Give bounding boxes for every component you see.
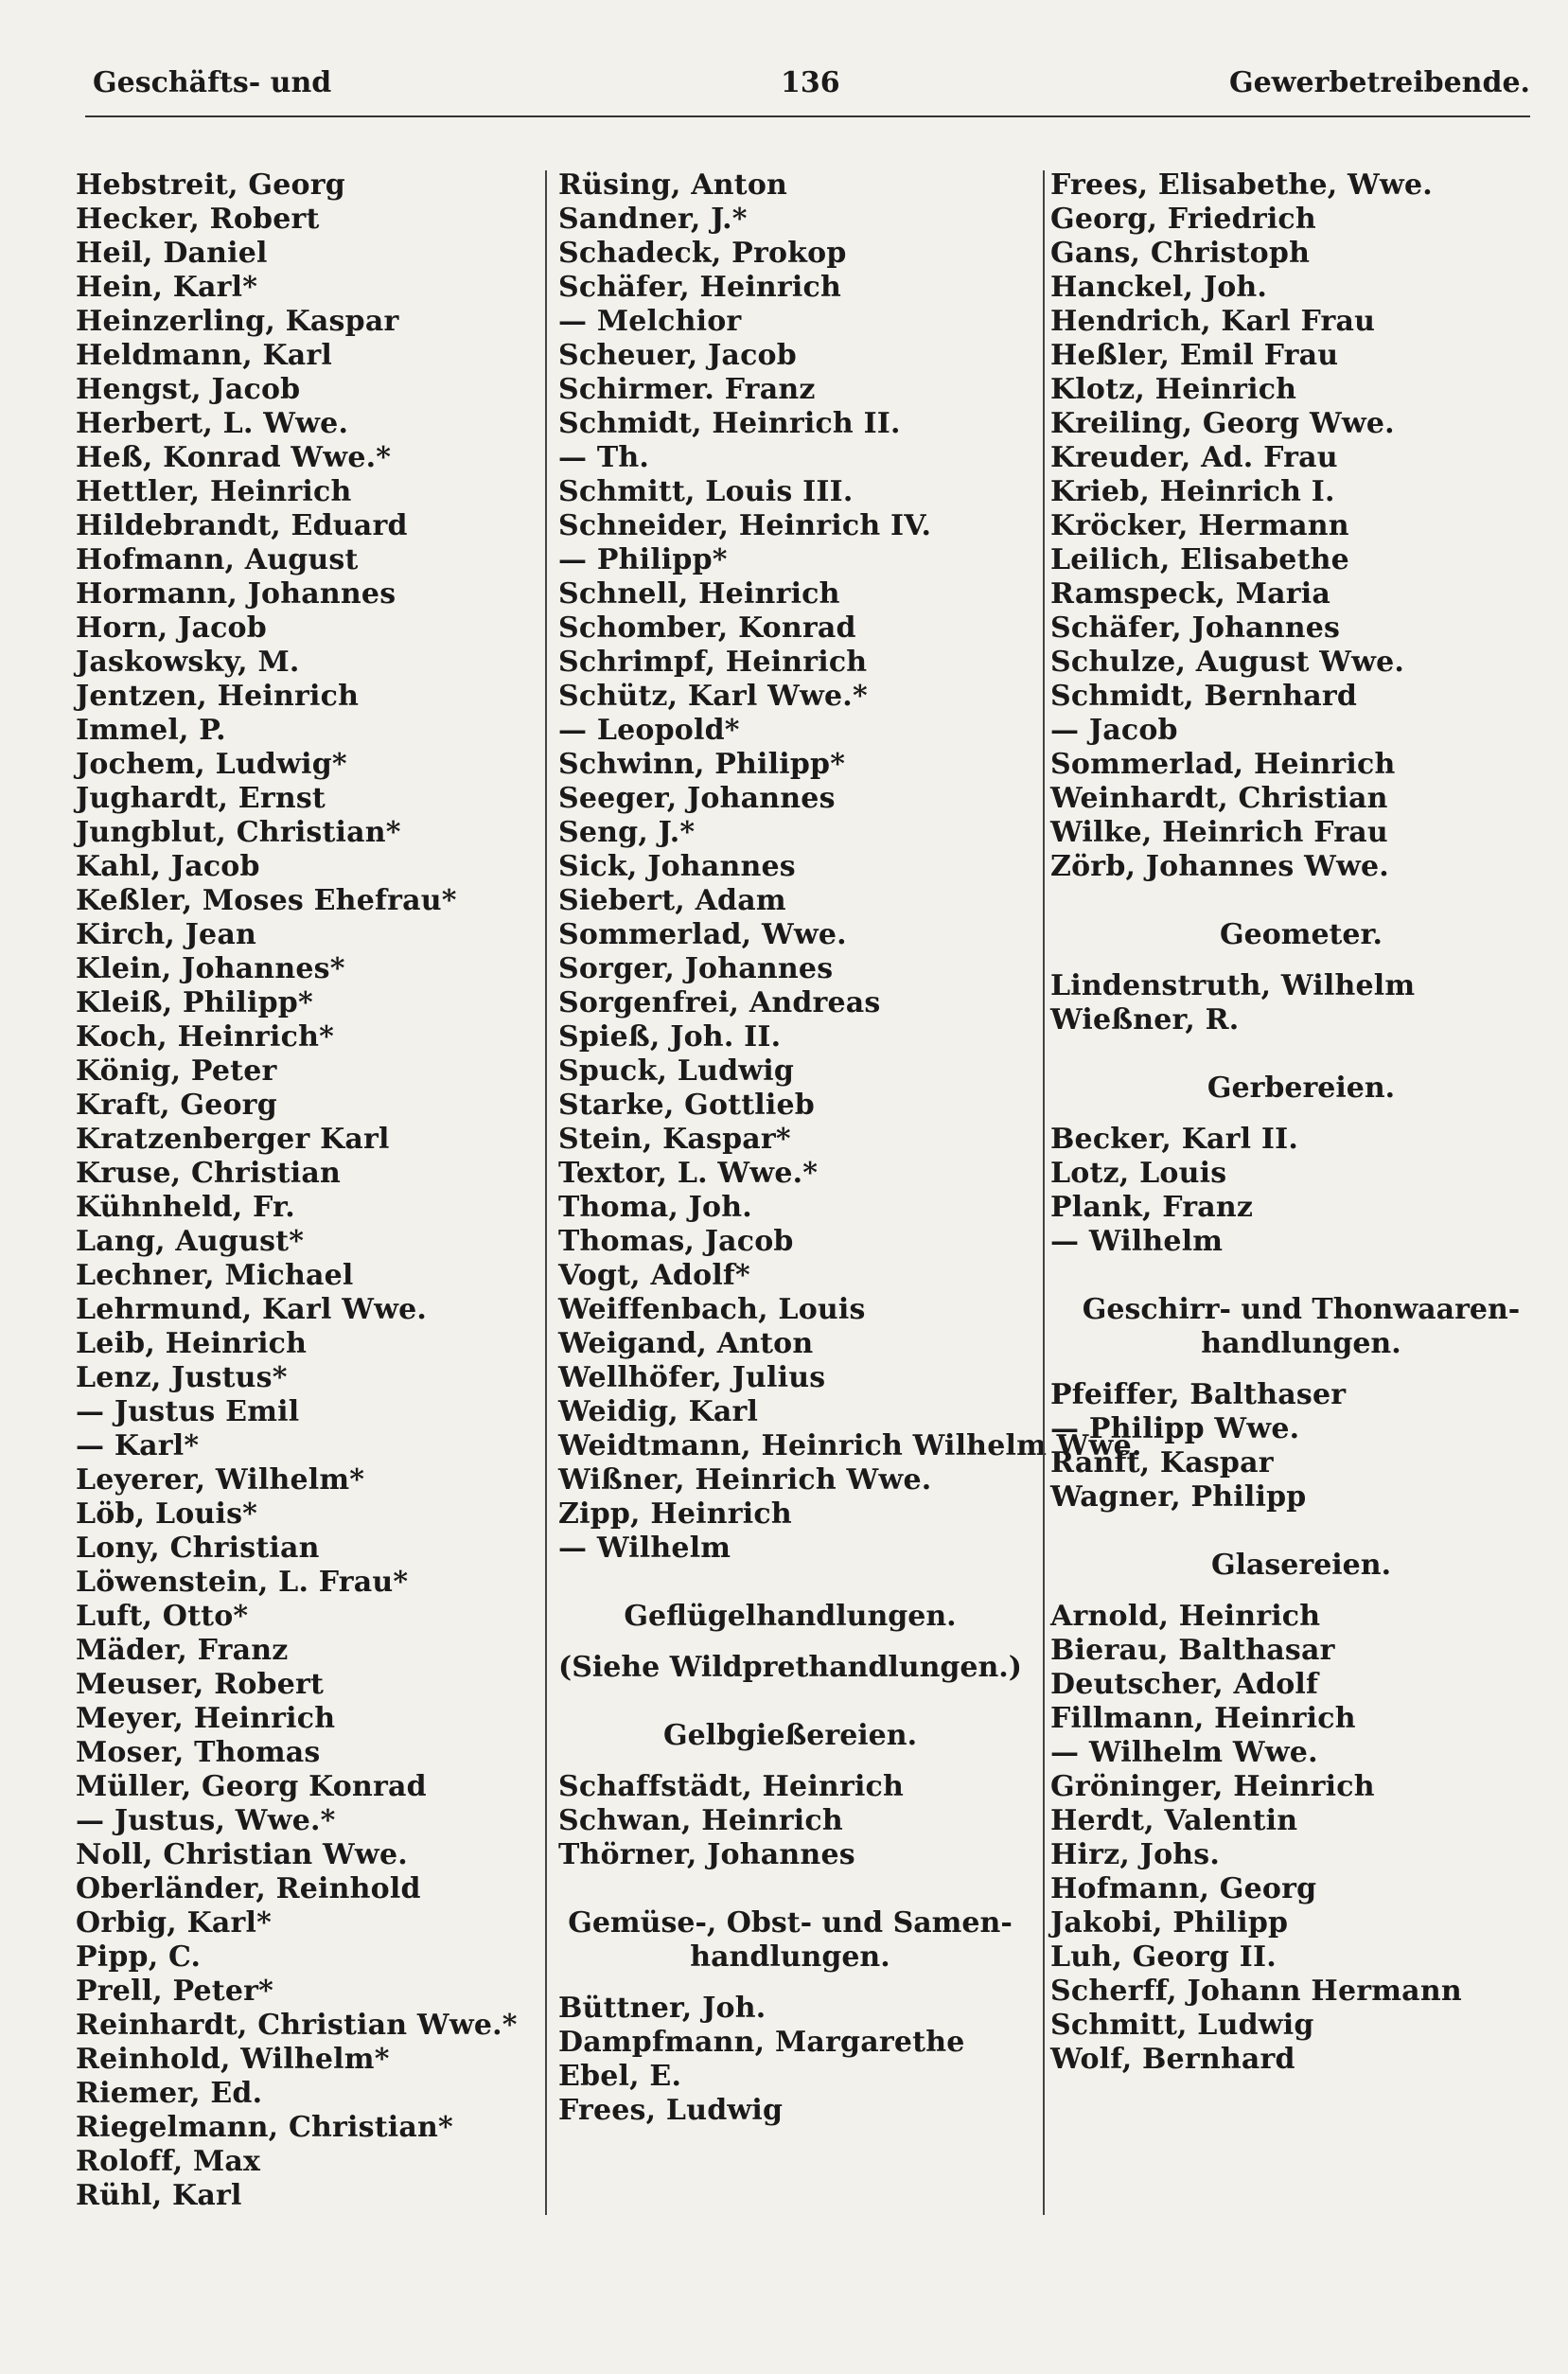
- list-item: — Wilhelm: [1050, 1225, 1224, 1258]
- list-item: Fillmann, Heinrich: [1050, 1702, 1356, 1735]
- list-item: König, Peter: [76, 1054, 277, 1088]
- list-item: Heldmann, Karl: [76, 339, 333, 372]
- list-item: Schomber, Konrad: [558, 611, 856, 645]
- list-item: Noll, Christian Wwe.: [76, 1838, 408, 1871]
- list-item: Frees, Ludwig: [558, 2094, 784, 2127]
- list-item: Leib, Heinrich: [76, 1327, 308, 1360]
- list-item: Kreiling, Georg Wwe.: [1050, 407, 1395, 440]
- list-item: Lindenstruth, Wilhelm: [1050, 969, 1416, 1002]
- list-item: Wagner, Philipp: [1050, 1480, 1307, 1514]
- section-heading: Geschirr- und Thonwaaren-: [1082, 1293, 1521, 1326]
- list-item: Sorgenfrei, Andreas: [558, 986, 881, 1019]
- list-item: Wießner, R.: [1050, 1003, 1240, 1036]
- list-item: Bierau, Balthasar: [1050, 1634, 1335, 1667]
- list-item: Moser, Thomas: [76, 1736, 321, 1769]
- section-heading-continued: handlungen.: [690, 1940, 890, 1974]
- list-item: — Leopold*: [558, 714, 740, 747]
- list-item: Pfeiffer, Balthaser: [1050, 1378, 1347, 1411]
- list-item: Siebert, Adam: [558, 884, 786, 917]
- list-item: Spieß, Joh. II.: [558, 1020, 782, 1054]
- list-item: — Melchior: [558, 305, 742, 338]
- list-item: Frees, Elisabethe, Wwe.: [1050, 168, 1433, 202]
- list-item: Weidig, Karl: [558, 1395, 759, 1428]
- list-item: Scherff, Johann Hermann: [1050, 1975, 1462, 2008]
- list-item: Pipp, C.: [76, 1940, 202, 1974]
- list-item: Leilich, Elisabethe: [1050, 543, 1349, 576]
- section-heading: Geflügelhandlungen.: [624, 1600, 957, 1633]
- list-item: Schwan, Heinrich: [558, 1804, 843, 1837]
- list-item: Sommerlad, Heinrich: [1050, 748, 1396, 781]
- list-item: Immel, P.: [76, 714, 226, 747]
- list-item: Herdt, Valentin: [1050, 1804, 1298, 1837]
- list-item: Klein, Johannes*: [76, 952, 345, 985]
- list-item: Oberländer, Reinhold: [76, 1872, 421, 1905]
- list-item: Schäfer, Heinrich: [558, 271, 842, 304]
- list-item: Schäfer, Johannes: [1050, 611, 1341, 645]
- list-item: Weigand, Anton: [558, 1327, 814, 1360]
- list-item: — Th.: [558, 441, 650, 474]
- list-item: Rüsing, Anton: [558, 168, 788, 202]
- section-heading: Geometer.: [1220, 918, 1383, 951]
- list-item: Heil, Daniel: [76, 237, 268, 270]
- list-item: Schnell, Heinrich: [558, 577, 840, 611]
- list-item: Seng, J.*: [558, 816, 696, 849]
- list-item: Gröninger, Heinrich: [1050, 1770, 1375, 1803]
- list-item: Seeger, Johannes: [558, 782, 836, 815]
- list-item: Becker, Karl II.: [1050, 1123, 1298, 1156]
- list-item: Jungblut, Christian*: [76, 816, 401, 849]
- list-item: Leyerer, Wilhelm*: [76, 1463, 365, 1497]
- list-item: Kraft, Georg: [76, 1089, 277, 1122]
- column-3: [1050, 168, 1552, 2077]
- list-item: Lang, August*: [76, 1225, 305, 1258]
- header-right: Gewerbetreibende.: [1228, 66, 1530, 99]
- list-item: Hengst, Jacob: [76, 373, 301, 406]
- list-item: — Karl*: [76, 1429, 200, 1462]
- list-item: Stein, Kaspar*: [558, 1123, 791, 1156]
- list-item: Schmitt, Ludwig: [1050, 2009, 1314, 2042]
- page-number: 136: [781, 66, 840, 99]
- list-item: Kleiß, Philipp*: [76, 986, 313, 1019]
- list-item: — Philipp*: [558, 543, 728, 576]
- list-item: Jakobi, Philipp: [1050, 1906, 1289, 1940]
- list-item: Schmidt, Bernhard: [1050, 680, 1358, 713]
- list-item: Kröcker, Hermann: [1050, 509, 1349, 542]
- list-item: Schrimpf, Heinrich: [558, 646, 868, 679]
- list-item: Reinhardt, Christian Wwe.*: [76, 2009, 518, 2042]
- list-item: Löb, Louis*: [76, 1497, 258, 1531]
- header-rule: [85, 115, 1530, 117]
- list-item: Schütz, Karl Wwe.*: [558, 680, 868, 713]
- list-item: Heinzerling, Kaspar: [76, 305, 399, 338]
- list-item: Herbert, L. Wwe.: [76, 407, 349, 440]
- list-item: Jentzen, Heinrich: [76, 680, 360, 713]
- list-item: Lotz, Louis: [1050, 1157, 1227, 1190]
- list-item: — Jacob: [1050, 714, 1178, 747]
- list-item: Wellhöfer, Julius: [558, 1361, 826, 1394]
- list-item: — Justus Emil: [76, 1395, 300, 1428]
- list-item: Orbig, Karl*: [76, 1906, 272, 1940]
- list-item: Zörb, Johannes Wwe.: [1050, 850, 1389, 883]
- list-item: Wißner, Heinrich Wwe.: [558, 1463, 932, 1497]
- list-item: Vogt, Adolf*: [558, 1259, 750, 1292]
- page-header: [66, 57, 1530, 114]
- list-item: Zipp, Heinrich: [558, 1497, 792, 1531]
- list-item: Meuser, Robert: [76, 1668, 325, 1701]
- list-item: Plank, Franz: [1050, 1191, 1254, 1224]
- list-item: Gans, Christoph: [1050, 237, 1311, 270]
- list-item: Riemer, Ed.: [76, 2077, 263, 2110]
- header-left: Geschäfts- und: [93, 66, 332, 99]
- list-item: — Philipp Wwe.: [1050, 1412, 1300, 1445]
- list-item: Luft, Otto*: [76, 1600, 249, 1633]
- section-heading: Gerbereien.: [1207, 1072, 1396, 1105]
- list-item: Deutscher, Adolf: [1050, 1668, 1319, 1701]
- column-divider-1: [545, 170, 547, 2215]
- list-item: Roloff, Max: [76, 2145, 261, 2178]
- list-item: Kratzenberger Karl: [76, 1123, 390, 1156]
- list-item: Horn, Jacob: [76, 611, 267, 645]
- list-item: Hecker, Robert: [76, 203, 320, 236]
- list-item: Thomas, Jacob: [558, 1225, 794, 1258]
- list-item: Büttner, Joh.: [558, 1992, 766, 2025]
- column-1: [76, 168, 530, 2213]
- list-item: Weinhardt, Christian: [1050, 782, 1388, 815]
- list-item: Lenz, Justus*: [76, 1361, 288, 1394]
- list-item: Wilke, Heinrich Frau: [1050, 816, 1388, 849]
- list-item: Hanckel, Joh.: [1050, 271, 1268, 304]
- list-item: Reinhold, Wilhelm*: [76, 2043, 390, 2076]
- list-item: Hofmann, Georg: [1050, 1872, 1317, 1905]
- list-item: Spuck, Ludwig: [558, 1054, 795, 1088]
- list-item: Kreuder, Ad. Frau: [1050, 441, 1338, 474]
- section-heading: Gelbgießereien.: [662, 1719, 918, 1752]
- section-heading: Gemüse-, Obst- und Samen-: [568, 1906, 1013, 1940]
- list-item: Kruse, Christian: [76, 1157, 342, 1190]
- list-item: Hein, Karl*: [76, 271, 258, 304]
- list-item: Schmitt, Louis III.: [558, 475, 854, 508]
- list-item: Weiffenbach, Louis: [558, 1293, 866, 1326]
- list-item: Prell, Peter*: [76, 1975, 274, 2008]
- list-item: Schirmer. Franz: [558, 373, 816, 406]
- list-item: Löwenstein, L. Frau*: [76, 1566, 409, 1599]
- list-item: Schadeck, Prokop: [558, 237, 847, 270]
- list-item: Heßler, Emil Frau: [1050, 339, 1339, 372]
- list-item: Sommerlad, Wwe.: [558, 918, 847, 951]
- list-item: Mäder, Franz: [76, 1634, 289, 1667]
- list-item: Schaffstädt, Heinrich: [558, 1770, 905, 1803]
- list-item: Schwinn, Philipp*: [558, 748, 846, 781]
- list-item: Lony, Christian: [76, 1532, 320, 1565]
- list-item: Weidtmann, Heinrich Wilhelm Wwe.: [558, 1429, 1142, 1462]
- list-item: Sick, Johannes: [558, 850, 796, 883]
- list-item: Rühl, Karl: [76, 2179, 242, 2212]
- list-item: Riegelmann, Christian*: [76, 2111, 453, 2144]
- list-item: Jochem, Ludwig*: [76, 748, 347, 781]
- list-item: Arnold, Heinrich: [1050, 1600, 1321, 1633]
- list-item: Jughardt, Ernst: [76, 782, 326, 815]
- list-item: Kühnheld, Fr.: [76, 1191, 295, 1224]
- list-item: Krieb, Heinrich I.: [1050, 475, 1335, 508]
- list-item: Keßler, Moses Ehefrau*: [76, 884, 457, 917]
- column-divider-2: [1043, 170, 1045, 2215]
- list-item: Kahl, Jacob: [76, 850, 260, 883]
- list-item: Hildebrandt, Eduard: [76, 509, 408, 542]
- list-item: Luh, Georg II.: [1050, 1940, 1277, 1974]
- list-item: — Wilhelm Wwe.: [1050, 1736, 1318, 1769]
- list-item: Klotz, Heinrich: [1050, 373, 1297, 406]
- list-item: — Wilhelm: [558, 1532, 731, 1565]
- list-item: Heß, Konrad Wwe.*: [76, 441, 392, 474]
- list-item: Lehrmund, Karl Wwe.: [76, 1293, 428, 1326]
- list-item: Meyer, Heinrich: [76, 1702, 336, 1735]
- list-item: Sorger, Johannes: [558, 952, 834, 985]
- list-item: Thörner, Johannes: [558, 1838, 855, 1871]
- list-item: Ranft, Kaspar: [1050, 1446, 1274, 1479]
- list-item: Wolf, Bernhard: [1050, 2043, 1295, 2076]
- list-item: Jaskowsky, M.: [76, 646, 300, 679]
- list-item: Koch, Heinrich*: [76, 1020, 334, 1054]
- list-item: Textor, L. Wwe.*: [558, 1157, 819, 1190]
- list-item: Starke, Gottlieb: [558, 1089, 815, 1122]
- list-item: Dampfmann, Margarethe: [558, 2026, 965, 2059]
- list-item: Hofmann, August: [76, 543, 359, 576]
- list-item: Kirch, Jean: [76, 918, 256, 951]
- list-item: Hettler, Heinrich: [76, 475, 352, 508]
- list-item: Schneider, Heinrich IV.: [558, 509, 932, 542]
- section-heading: Glasereien.: [1210, 1549, 1392, 1582]
- list-item: Ramspeck, Maria: [1050, 577, 1330, 611]
- section-heading-continued: handlungen.: [1201, 1327, 1401, 1360]
- list-item: Hirz, Johs.: [1050, 1838, 1221, 1871]
- list-item: — Justus, Wwe.*: [76, 1804, 336, 1837]
- list-item: Sandner, J.*: [558, 203, 748, 236]
- list-item: Müller, Georg Konrad: [76, 1770, 427, 1803]
- list-item: Hormann, Johannes: [76, 577, 396, 611]
- list-item: Hendrich, Karl Frau: [1050, 305, 1376, 338]
- list-item: Schulze, August Wwe.: [1050, 646, 1405, 679]
- list-item: Hebstreit, Georg: [76, 168, 345, 202]
- list-item: Thoma, Joh.: [558, 1191, 752, 1224]
- list-item: Lechner, Michael: [76, 1259, 354, 1292]
- list-item: Ebel, E.: [558, 2060, 682, 2093]
- list-item: Schmidt, Heinrich II.: [558, 407, 901, 440]
- list-item: Georg, Friedrich: [1050, 203, 1316, 236]
- section-note: (Siehe Wildprethandlungen.): [558, 1651, 1022, 1684]
- list-item: Scheuer, Jacob: [558, 339, 797, 372]
